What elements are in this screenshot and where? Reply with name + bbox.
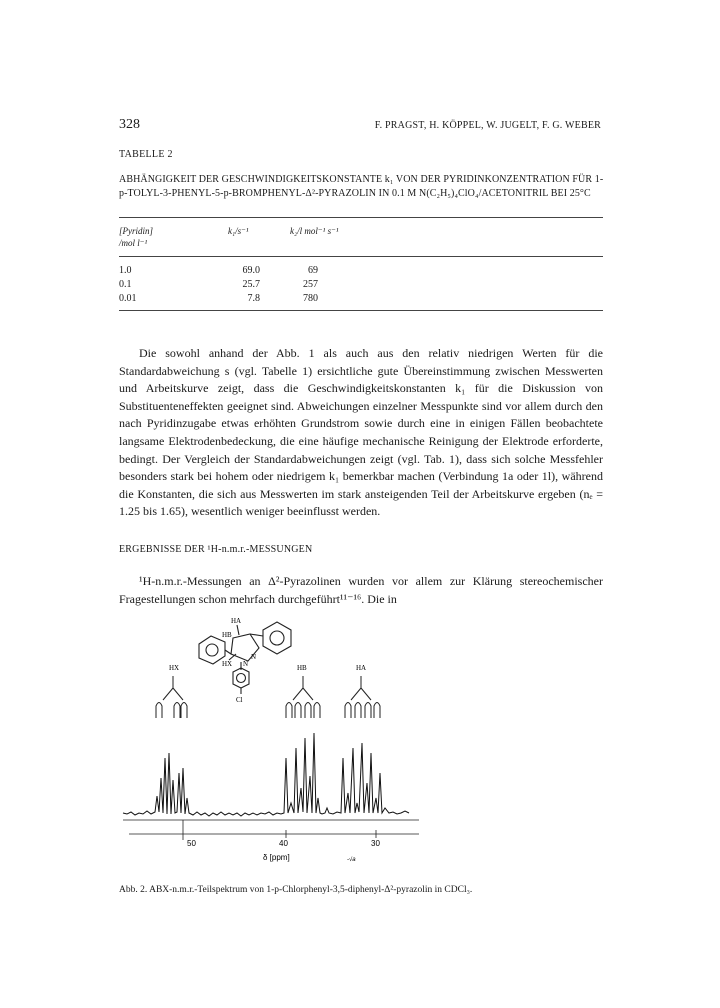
axis-tick-50: 50 xyxy=(187,839,196,848)
table-caption: ABHÄNGIGKEIT DER GESCHWINDIGKEITSKONSTANTE k₁ VON DER PYRIDINKONZENTRATION FÜR 1-p-TOLYL-3-PHENYL-5-p-BROMPHENYL-Δ²-PYRAZOLIN IN 0.1 M N(C₂H₅)₄ClO₄/ACETONITRIL BEI 25°C xyxy=(119,174,604,199)
body-paragraph-2: ¹H-n.m.r.-Messungen an Δ²-Pyrazolinen wurden vor allem zur Klärung stereochemischer Fragestellungen schon mehrfach durchgeführt¹¹⁻¹⁶. Die in xyxy=(119,574,603,606)
cell-k1: 25.7 xyxy=(242,279,260,290)
multiplet-label-ha: HA xyxy=(356,664,367,672)
axis-tick-30: 30 xyxy=(371,839,380,848)
multiplet-label-hx: HX xyxy=(169,664,180,672)
table-label: TABELLE 2 xyxy=(119,149,173,160)
table-header-pyridin-unit: /mol l⁻¹ xyxy=(119,238,148,248)
nmr-figure xyxy=(119,608,603,880)
table-header-rule xyxy=(119,256,603,257)
axis-note: -√a xyxy=(347,857,356,863)
table-header-k2: k₂/l mol⁻¹ s⁻¹ xyxy=(290,226,339,236)
axis-tick-40: 40 xyxy=(279,839,288,848)
running-header-authors: F. PRAGST, H. KÖPPEL, W. JUGELT, F. G. WEBER xyxy=(374,120,601,131)
spectrum-trace xyxy=(123,733,409,816)
structure-label-n2: N xyxy=(243,660,249,668)
cell-k2: 69 xyxy=(308,265,318,276)
cell-pyridin: 0.01 xyxy=(119,293,137,304)
cell-k2: 257 xyxy=(303,279,318,290)
structure-label-cl: Cl xyxy=(236,696,243,704)
splitting-tree-hx xyxy=(156,676,187,718)
structure-drawing xyxy=(199,622,291,694)
structure-label-hx: HX xyxy=(222,660,233,668)
figure-caption: Abb. 2. ABX-n.m.r.-Teilspektrum von 1-p-Chlorphenyl-3,5-diphenyl-Δ²-pyrazolin in CDCl₃. xyxy=(119,885,473,895)
splitting-tree-hb xyxy=(286,676,320,718)
cell-pyridin: 1.0 xyxy=(119,265,132,276)
structure-label-n1: N xyxy=(251,653,257,661)
cell-k1: 69.0 xyxy=(242,265,260,276)
multiplet-label-hb: HB xyxy=(297,664,307,672)
axis-label: δ [ppm] xyxy=(263,853,290,862)
structure-label-hb: HB xyxy=(222,631,232,639)
table-header-pyridin: [Pyridin] xyxy=(119,226,154,236)
section-heading: ERGEBNISSE DER ¹H-n.m.r.-MESSUNGEN xyxy=(119,544,313,555)
body-paragraph-1: Die sowohl anhand der Abb. 1 als auch aus den relativ niedrigen Werten für die Standardabweichung s (vgl. Tabelle 1) ersichtliche gute Übereinstimmung zwischen Messwerten und Arbeitskurve zeigt, dass die Geschwindigkeitskonstanten k₁ für die Diskussion von Substituenteneffekten geeignet sind. Abweichungen einzelner Messpunkte sind vor allem durch den nach Pyridinzugabe etwas erhöhten Grundstrom sowie durch eine in einigen Fällen beobachtete langsame Elektrodenbedeckung, die eine häufige mechanische Reinigung der Elektrode erforderte, bedingt. Der Vergleich der Standardabweichungen zeigt (vgl. Tab. 1), dass sich solche Messfehler besonders stark bei hohem oder niedrigem k₁ bemerkbar machen (Verbindung 1a oder 1l), während die Konstanten, die sich aus Messwerten im stark ansteigenden Teil der Arbeitskurve ergeben (nₑ = 1.25 bis 1.65), wesentlich weniger beeinflusst werden. xyxy=(119,346,603,519)
splitting-tree-ha xyxy=(345,676,380,718)
table-top-rule xyxy=(119,217,603,218)
cell-k2: 780 xyxy=(303,293,318,304)
table-header-k1: k₁/s⁻¹ xyxy=(228,226,249,236)
structure-label-ha: HA xyxy=(231,617,242,625)
table-bottom-rule xyxy=(119,310,603,311)
page-number: 328 xyxy=(119,117,140,132)
cell-k1: 7.8 xyxy=(247,293,260,304)
cell-pyridin: 0.1 xyxy=(119,279,132,290)
